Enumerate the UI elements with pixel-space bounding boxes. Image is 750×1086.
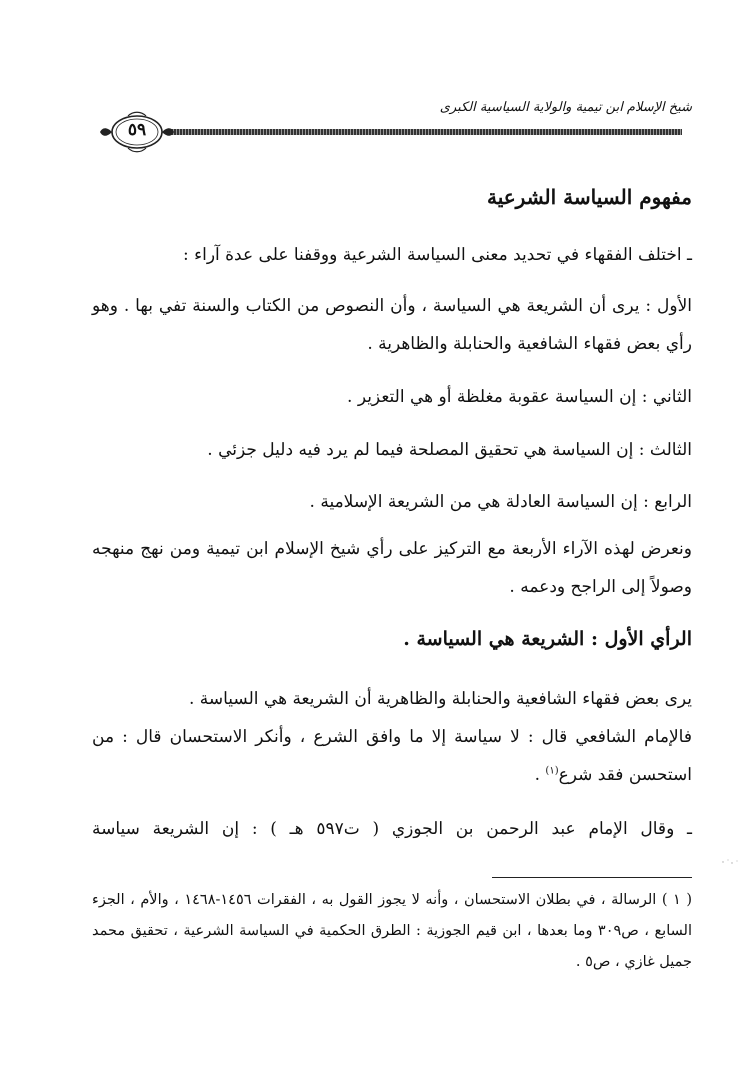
footnote-marker: ( ١ ) [661, 892, 692, 908]
paragraph-shafii-quote-text: فالإمام الشافعي قال : لا سياسة إلا ما وافق الشرع ، وأنكر الاستحسان قال : من استحسن فقد شرع [92, 727, 692, 785]
opinion-second: الثاني : إن السياسة عقوبة مغلظة أو هي التعزير . [347, 387, 692, 407]
opinion-third: الثالث : إن السياسة هي تحقيق المصلحة فيما لم يرد فيه دليل جزئي . [207, 440, 692, 460]
scan-speck [720, 858, 740, 866]
review-paragraph: ونعرض لهذه الآراء الأربعة مع التركيز على رأي شيخ الإسلام ابن تيمية ومن نهج منهجه وصولاً إلى الراجح ودعمه . [92, 539, 692, 597]
footnote-separator [492, 877, 692, 878]
footnote [92, 885, 692, 978]
intro-paragraph: ـ اختلف الفقهاء في تحديد معنى السياسة الشرعية ووقفنا على عدة آراء : [182, 245, 692, 265]
footnote-reference[interactable]: (١) [545, 765, 559, 777]
opinion-fourth: الرابع : إن السياسة العادلة هي من الشريعة الإسلامية . [309, 492, 692, 512]
opinion-first: الأول : يرى أن الشريعة هي السياسة ، وأن النصوص من الكتاب والسنة تفي بها . وهو رأي بعض فقهاء الشافعية والحنابلة والظاهرية . [92, 296, 692, 354]
paragraph-shafii-quote [92, 718, 692, 794]
section-title: مفهوم السياسة الشرعية [486, 185, 692, 209]
footnote-text: الرسالة ، في بطلان الاستحسان ، وأنه لا يجوز القول به ، الفقرات ١٤٥٦-١٤٦٨ ، والأم ، الجزء السابع ، ص٣٠٩ وما بعدها ، ابن قيم الجوزية : الطرق الحكمية في السياسة الشرعية ، تحقيق محمد جميل غازي ، ص٥ . [92, 892, 693, 970]
paragraph-ibn-aljawzi: ـ وقال الإمام عبد الرحمن بن الجوزي ( ت٥٩٧ هـ ) : إن الشريعة سياسة [92, 819, 692, 839]
running-header: شيخ الإسلام ابن تيمية والولاية السياسية الكبرى [439, 100, 692, 115]
page-number: ٥٩ [127, 120, 147, 140]
subsection-title: الرأي الأول : الشريعة هي السياسة . [403, 628, 692, 650]
header-rule [168, 129, 682, 135]
paragraph-end-mark: . [534, 765, 546, 785]
paragraph-shafii-view: يرى بعض فقهاء الشافعية والحنابلة والظاهرية أن الشريعة هي السياسة . [188, 689, 692, 709]
